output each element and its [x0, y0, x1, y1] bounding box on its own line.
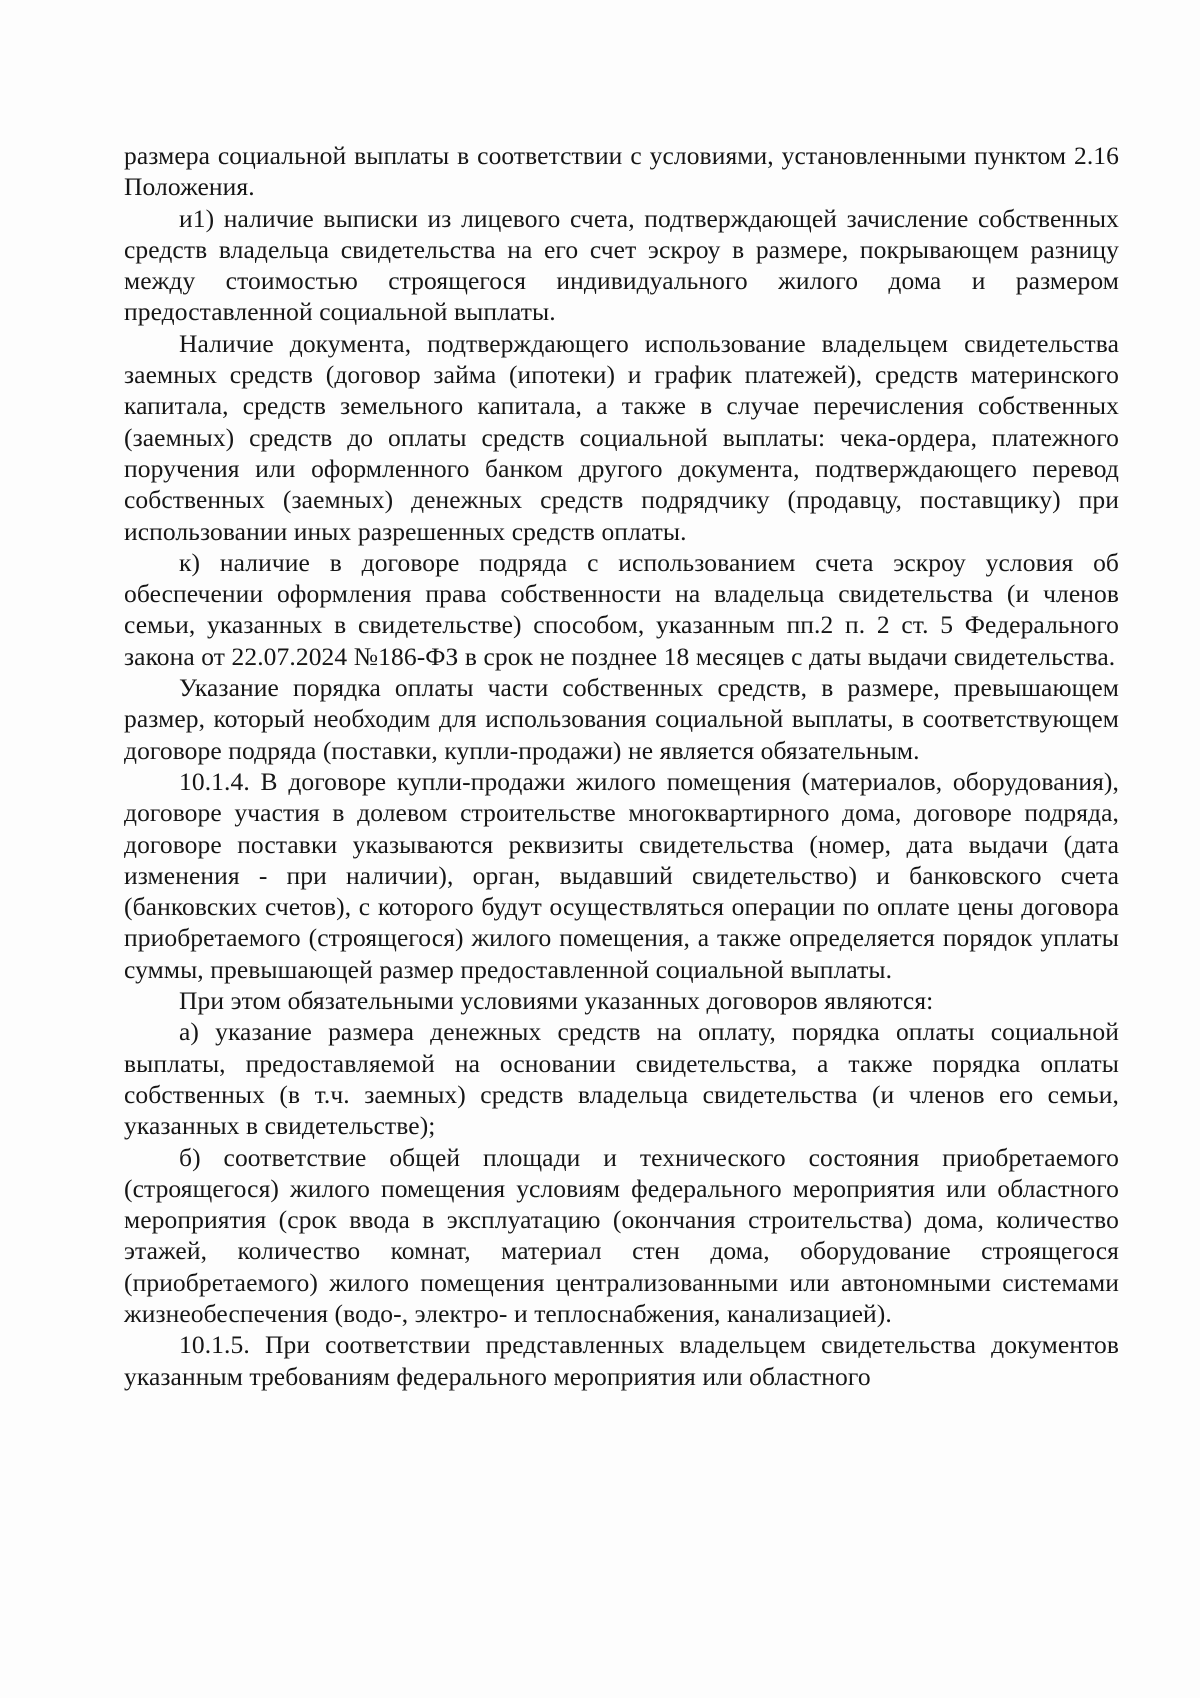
paragraph-payment-order-note: Указание порядка оплаты части собственных средств, в размере, превышающем размер, который необходим для использования социальной выплаты, в соответствующем договоре подряда (поставки, купли-продажи) не является обязательным.	[124, 673, 1119, 765]
paragraph-10-1-4: 10.1.4. В договоре купли-продажи жилого помещения (материалов, оборудования), договоре участия в долевом строительстве многоквартирного дома, договоре подряда, договоре поставки указываются реквизиты свидетельства (номер, дата выдачи (дата изменения - при наличии), орган, выдавший свидетельство) и банковского счета (банковских счетов), с которого будут осуществляться операции по оплате цены договора приобретаемого (строящегося) жилого помещения, а также определяется порядок уплаты суммы, превышающей размер предоставленной социальной выплаты.	[124, 766, 1119, 984]
paragraph-item-i1: и1) наличие выписки из лицевого счета, подтверждающей зачисление собственных средств владельца свидетельства на его счет эскроу в размере, покрывающем разницу между стоимостью строящегося индивидуального жилого дома и размером предоставленной социальной выплаты.	[124, 203, 1119, 327]
paragraph-item-b: б) соответствие общей площади и технического состояния приобретаемого (строящегося) жилого помещения условиям федерального мероприятия или областного мероприятия (срок ввода в эксплуатацию (окончания строительства) дома, количество этажей, количество комнат, материал стен дома, оборудование строящегося (приобретаемого) жилого помещения централизованными или автономными системами жизнеобеспечения (водо-, электро- и теплоснабжения, канализацией).	[124, 1142, 1119, 1328]
paragraph-borrowed-funds: Наличие документа, подтверждающего использование владельцем свидетельства заемных средств (договор займа (ипотеки) и график платежей), средств материнского капитала, средств земельного капитала, а также в случае перечисления собственных (заемных) средств до оплаты средств социальной выплаты: чека-ордера, платежного поручения или оформленного банком другого документа, подтверждающего перевод собственных (заемных) денежных средств подрядчику (продавцу, поставщику) при использовании иных разрешенных средств оплаты.	[124, 328, 1119, 546]
paragraph-continuation: размера социальной выплаты в соответствии с условиями, установленными пунктом 2.16 Положения.	[124, 141, 1119, 202]
paragraph-10-1-5: 10.1.5. При соответствии представленных владельцем свидетельства документов указанным требованиям федерального мероприятия или областного	[124, 1330, 1119, 1391]
paragraph-item-a: а) указание размера денежных средств на оплату, порядка оплаты социальной выплаты, предоставляемой на основании свидетельства, а также порядка оплаты собственных (в т.ч. заемных) средств владельца свидетельства (и членов его семьи, указанных в свидетельстве);	[124, 1017, 1119, 1141]
document-body	[124, 140, 1119, 1392]
paragraph-mandatory-conditions: При этом обязательными условиями указанных договоров являются:	[179, 986, 934, 1016]
paragraph-item-k: к) наличие в договоре подряда с использованием счета эскроу условия об обеспечении оформления права собственности на владельца свидетельства (и членов семьи, указанных в свидетельстве) способом, указанным пп.2 п. 2 ст. 5 Федерального закона от 22.07.2024 №186-ФЗ в срок не позднее 18 месяцев с даты выдачи свидетельства.	[124, 547, 1119, 671]
